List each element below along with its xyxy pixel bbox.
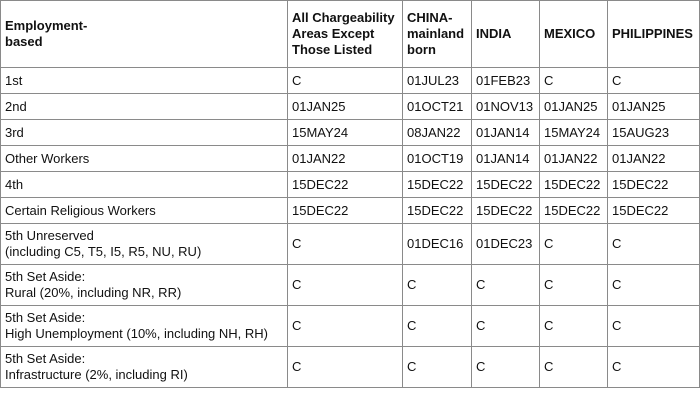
date-cell: 15DEC22 [540,172,608,198]
date-cell: 15DEC22 [288,172,403,198]
date-cell: 01JAN14 [472,146,540,172]
date-cell: C [288,306,403,347]
category-cell: Certain Religious Workers [1,198,288,224]
date-cell: 15DEC22 [608,198,700,224]
table-header-row [1,1,700,68]
date-cell: 01JAN14 [472,120,540,146]
date-cell: 01JAN22 [608,146,700,172]
date-cell: 01DEC16 [403,224,472,265]
date-cell: 01DEC23 [472,224,540,265]
date-cell: C [403,306,472,347]
date-cell: 15DEC22 [608,172,700,198]
header-india: INDIA [472,1,540,68]
date-cell: 01JAN25 [540,94,608,120]
category-cell: Other Workers [1,146,288,172]
table-row [1,198,700,224]
date-cell: 01JAN25 [288,94,403,120]
date-cell: 15AUG23 [608,120,700,146]
category-cell: 5th Set Aside: High Unemployment (10%, including NH, RH) [1,306,288,347]
category-cell: 1st [1,68,288,94]
date-cell: 15DEC22 [472,172,540,198]
header-mexico: MEXICO [540,1,608,68]
date-cell: 15DEC22 [403,198,472,224]
header-china: CHINA- mainland born [403,1,472,68]
category-cell: 5th Set Aside: Infrastructure (2%, including RI) [1,347,288,388]
date-cell: C [288,265,403,306]
category-cell: 3rd [1,120,288,146]
date-cell: 01OCT21 [403,94,472,120]
date-cell: 01JAN22 [288,146,403,172]
date-cell: C [403,347,472,388]
date-cell: C [472,347,540,388]
date-cell: C [288,224,403,265]
date-cell: C [540,347,608,388]
date-cell: C [288,347,403,388]
category-cell: 5th Set Aside: Rural (20%, including NR, RR) [1,265,288,306]
date-cell: C [540,224,608,265]
date-cell: 01JAN25 [608,94,700,120]
header-employment-based: Employment- based [1,1,288,68]
date-cell: 01NOV13 [472,94,540,120]
table-row [1,120,700,146]
category-cell: 2nd [1,94,288,120]
table-row [1,172,700,198]
table-row [1,68,700,94]
date-cell: 01OCT19 [403,146,472,172]
date-cell: C [608,265,700,306]
table-row [1,146,700,172]
table-row [1,94,700,120]
date-cell: 15DEC22 [540,198,608,224]
table-row [1,306,700,347]
date-cell: C [540,265,608,306]
date-cell: 01JUL23 [403,68,472,94]
table-row [1,265,700,306]
date-cell: 15MAY24 [288,120,403,146]
table-row [1,224,700,265]
category-cell: 5th Unreserved (including C5, T5, I5, R5, NU, RU) [1,224,288,265]
category-cell: 4th [1,172,288,198]
date-cell: C [608,68,700,94]
date-cell: C [540,306,608,347]
table-row [1,347,700,388]
date-cell: C [472,265,540,306]
date-cell: C [472,306,540,347]
date-cell: C [608,347,700,388]
date-cell: C [608,224,700,265]
header-philippines: PHILIPPINES [608,1,700,68]
date-cell: 15DEC22 [472,198,540,224]
date-cell: C [608,306,700,347]
date-cell: 15DEC22 [403,172,472,198]
header-all-chargeability: All Chargeability Areas Except Those Listed [288,1,403,68]
date-cell: 15DEC22 [288,198,403,224]
date-cell: C [403,265,472,306]
date-cell: C [288,68,403,94]
date-cell: 01FEB23 [472,68,540,94]
date-cell: 01JAN22 [540,146,608,172]
date-cell: 08JAN22 [403,120,472,146]
date-cell: 15MAY24 [540,120,608,146]
date-cell: C [540,68,608,94]
